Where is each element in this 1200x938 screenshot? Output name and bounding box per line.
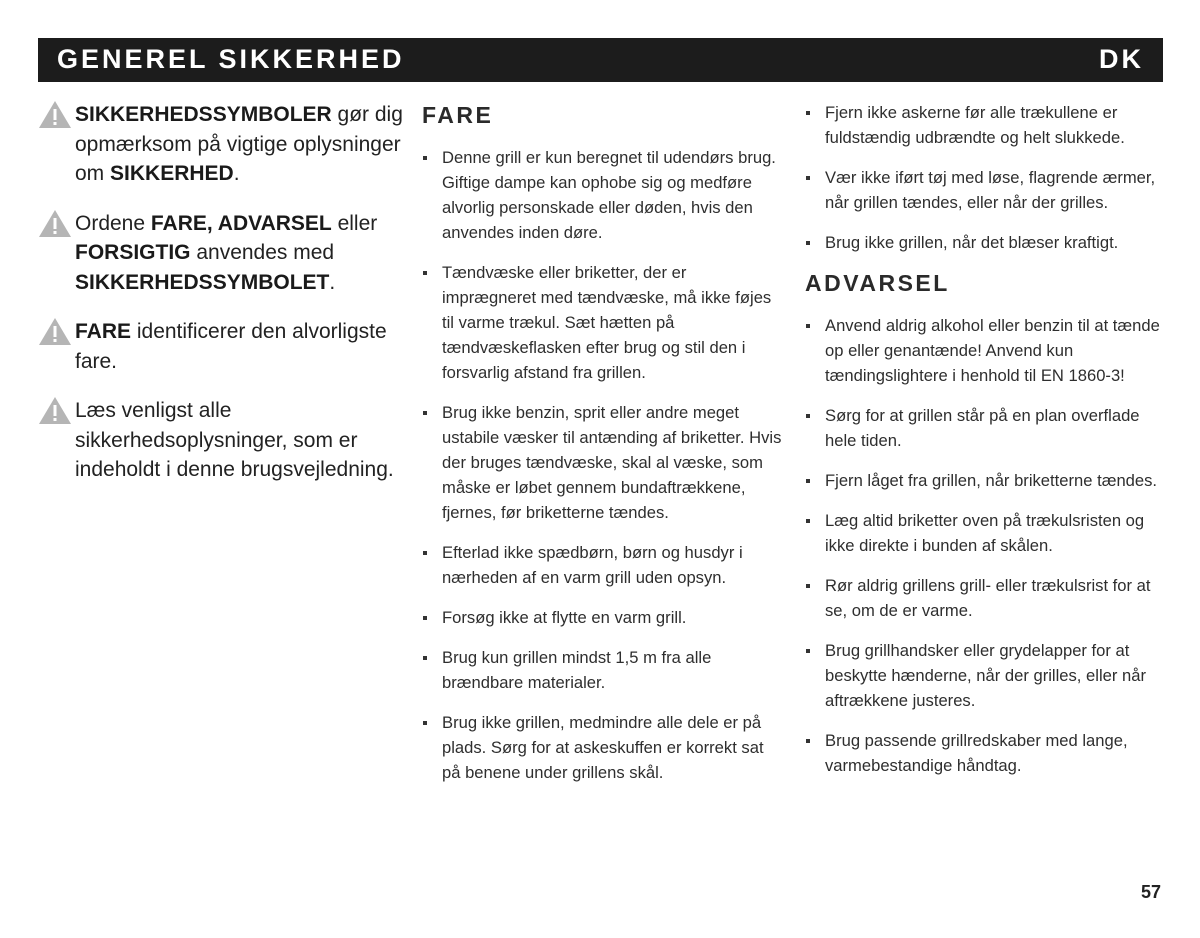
notice-span: . xyxy=(233,162,240,185)
warning-triangle-icon xyxy=(38,396,72,425)
notice-text xyxy=(75,396,408,485)
warning-triangle-icon xyxy=(38,209,72,238)
list-item: Brug kun grillen mindst 1,5 m fra alle brændbare materialer. xyxy=(422,645,782,695)
notice-span: . xyxy=(329,270,336,294)
notice-text xyxy=(75,100,408,189)
notice-span: Læs venligst alle sikkerhedsoplysninger, som er indeholdt i denne brugsvejledning. xyxy=(75,399,394,481)
warning-triangle-icon xyxy=(38,100,72,129)
fare-list xyxy=(422,145,782,785)
page-number: 57 xyxy=(1141,882,1162,902)
notice-span: anvendes med xyxy=(190,241,335,264)
advarsel-column xyxy=(805,100,1167,793)
list-item: Brug ikke benzin, sprit eller andre meget ustabile væsker til antænding af briketter. Hvis der bruges tændvæske, skal al væske, som måske er løbet gennem bundaftrækkene, fjernes, før briketterne tændes. xyxy=(422,400,782,525)
list-item: Fjern låget fra grillen, når briketterne tændes. xyxy=(805,468,1167,493)
warning-triangle-icon xyxy=(38,317,72,346)
list-item: Tændvæske eller briketter, der er imprægneret med tændvæske, må ikke føjes til varme trækul. Sæt hætten på tændvæskeflasken efter brug og stil den i forsvarlig afstand fra grillen. xyxy=(422,260,782,385)
list-item: Sørg for at grillen står på en plan overflade hele tiden. xyxy=(805,403,1167,453)
notice-bold: FARE, ADVARSEL xyxy=(150,211,332,235)
language-code: DK xyxy=(1099,44,1144,74)
notice-span: gør dig opmærksom på vigtige oplysninger om xyxy=(75,103,403,185)
list-item: Brug grillhandsker eller grydelapper for at beskytte hænderne, når der grilles, eller når aftrækkene justeres. xyxy=(805,638,1167,713)
list-item: Efterlad ikke spædbørn, børn og husdyr i nærheden af en varm grill uden opsyn. xyxy=(422,540,782,590)
list-item: Denne grill er kun beregnet til udendørs brug. Giftige dampe kan ophobe sig og medføre alvorlig personskade eller døden, hvis den anvendes inden døre. xyxy=(422,145,782,245)
notice-2 xyxy=(38,209,408,298)
list-item: Fjern ikke askerne før alle trækullene er fuldstændig udbrændte og helt slukkede. xyxy=(805,100,1167,150)
fare-continued-list xyxy=(805,100,1167,255)
notice-text xyxy=(75,317,408,376)
list-item: Rør aldrig grillens grill- eller trækulsrist for at se, om de er varme. xyxy=(805,573,1167,623)
notice-bold: FARE xyxy=(75,320,132,343)
page-header xyxy=(38,38,1163,82)
list-item: Vær ikke iført tøj med løse, flagrende ærmer, når grillen tændes, eller når der grilles. xyxy=(805,165,1167,215)
safety-symbols-column xyxy=(38,100,408,505)
list-item: Brug ikke grillen, når det blæser kraftigt. xyxy=(805,230,1167,255)
list-item: Brug ikke grillen, medmindre alle dele er på plads. Sørg for at askeskuffen er korrekt sat på benene under grillens skål. xyxy=(422,710,782,785)
list-item: Forsøg ikke at flytte en varm grill. xyxy=(422,605,782,630)
notice-bold: SIKKERHED xyxy=(110,162,234,185)
notice-span: eller xyxy=(331,211,378,235)
notice-span: Ordene xyxy=(75,211,151,235)
advarsel-heading: ADVARSEL xyxy=(805,270,950,296)
list-item: Læg altid briketter oven på trækulsristen og ikke direkte i bunden af skålen. xyxy=(805,508,1167,558)
notice-bold: SIKKERHEDSSYMBOLET xyxy=(75,270,330,294)
notice-bold: FORSIGTIG xyxy=(75,241,191,264)
list-item: Anvend aldrig alkohol eller benzin til at tænde op eller genantænde! Anvend kun tændingslightere i henhold til EN 1860-3! xyxy=(805,313,1167,388)
notice-bold: SIKKERHEDSSYMBOLER xyxy=(75,103,332,126)
fare-heading: FARE xyxy=(422,102,494,128)
list-item: Brug passende grillredskaber med lange, varmebestandige håndtag. xyxy=(805,728,1167,778)
page-title: GENEREL SIKKERHED xyxy=(57,44,405,74)
fare-column xyxy=(422,102,782,800)
notice-text xyxy=(75,209,408,298)
notice-3 xyxy=(38,317,408,376)
notice-4 xyxy=(38,396,408,485)
notice-span: identificerer den alvorligste fare. xyxy=(75,320,387,373)
advarsel-list xyxy=(805,313,1167,778)
notice-1 xyxy=(38,100,408,189)
